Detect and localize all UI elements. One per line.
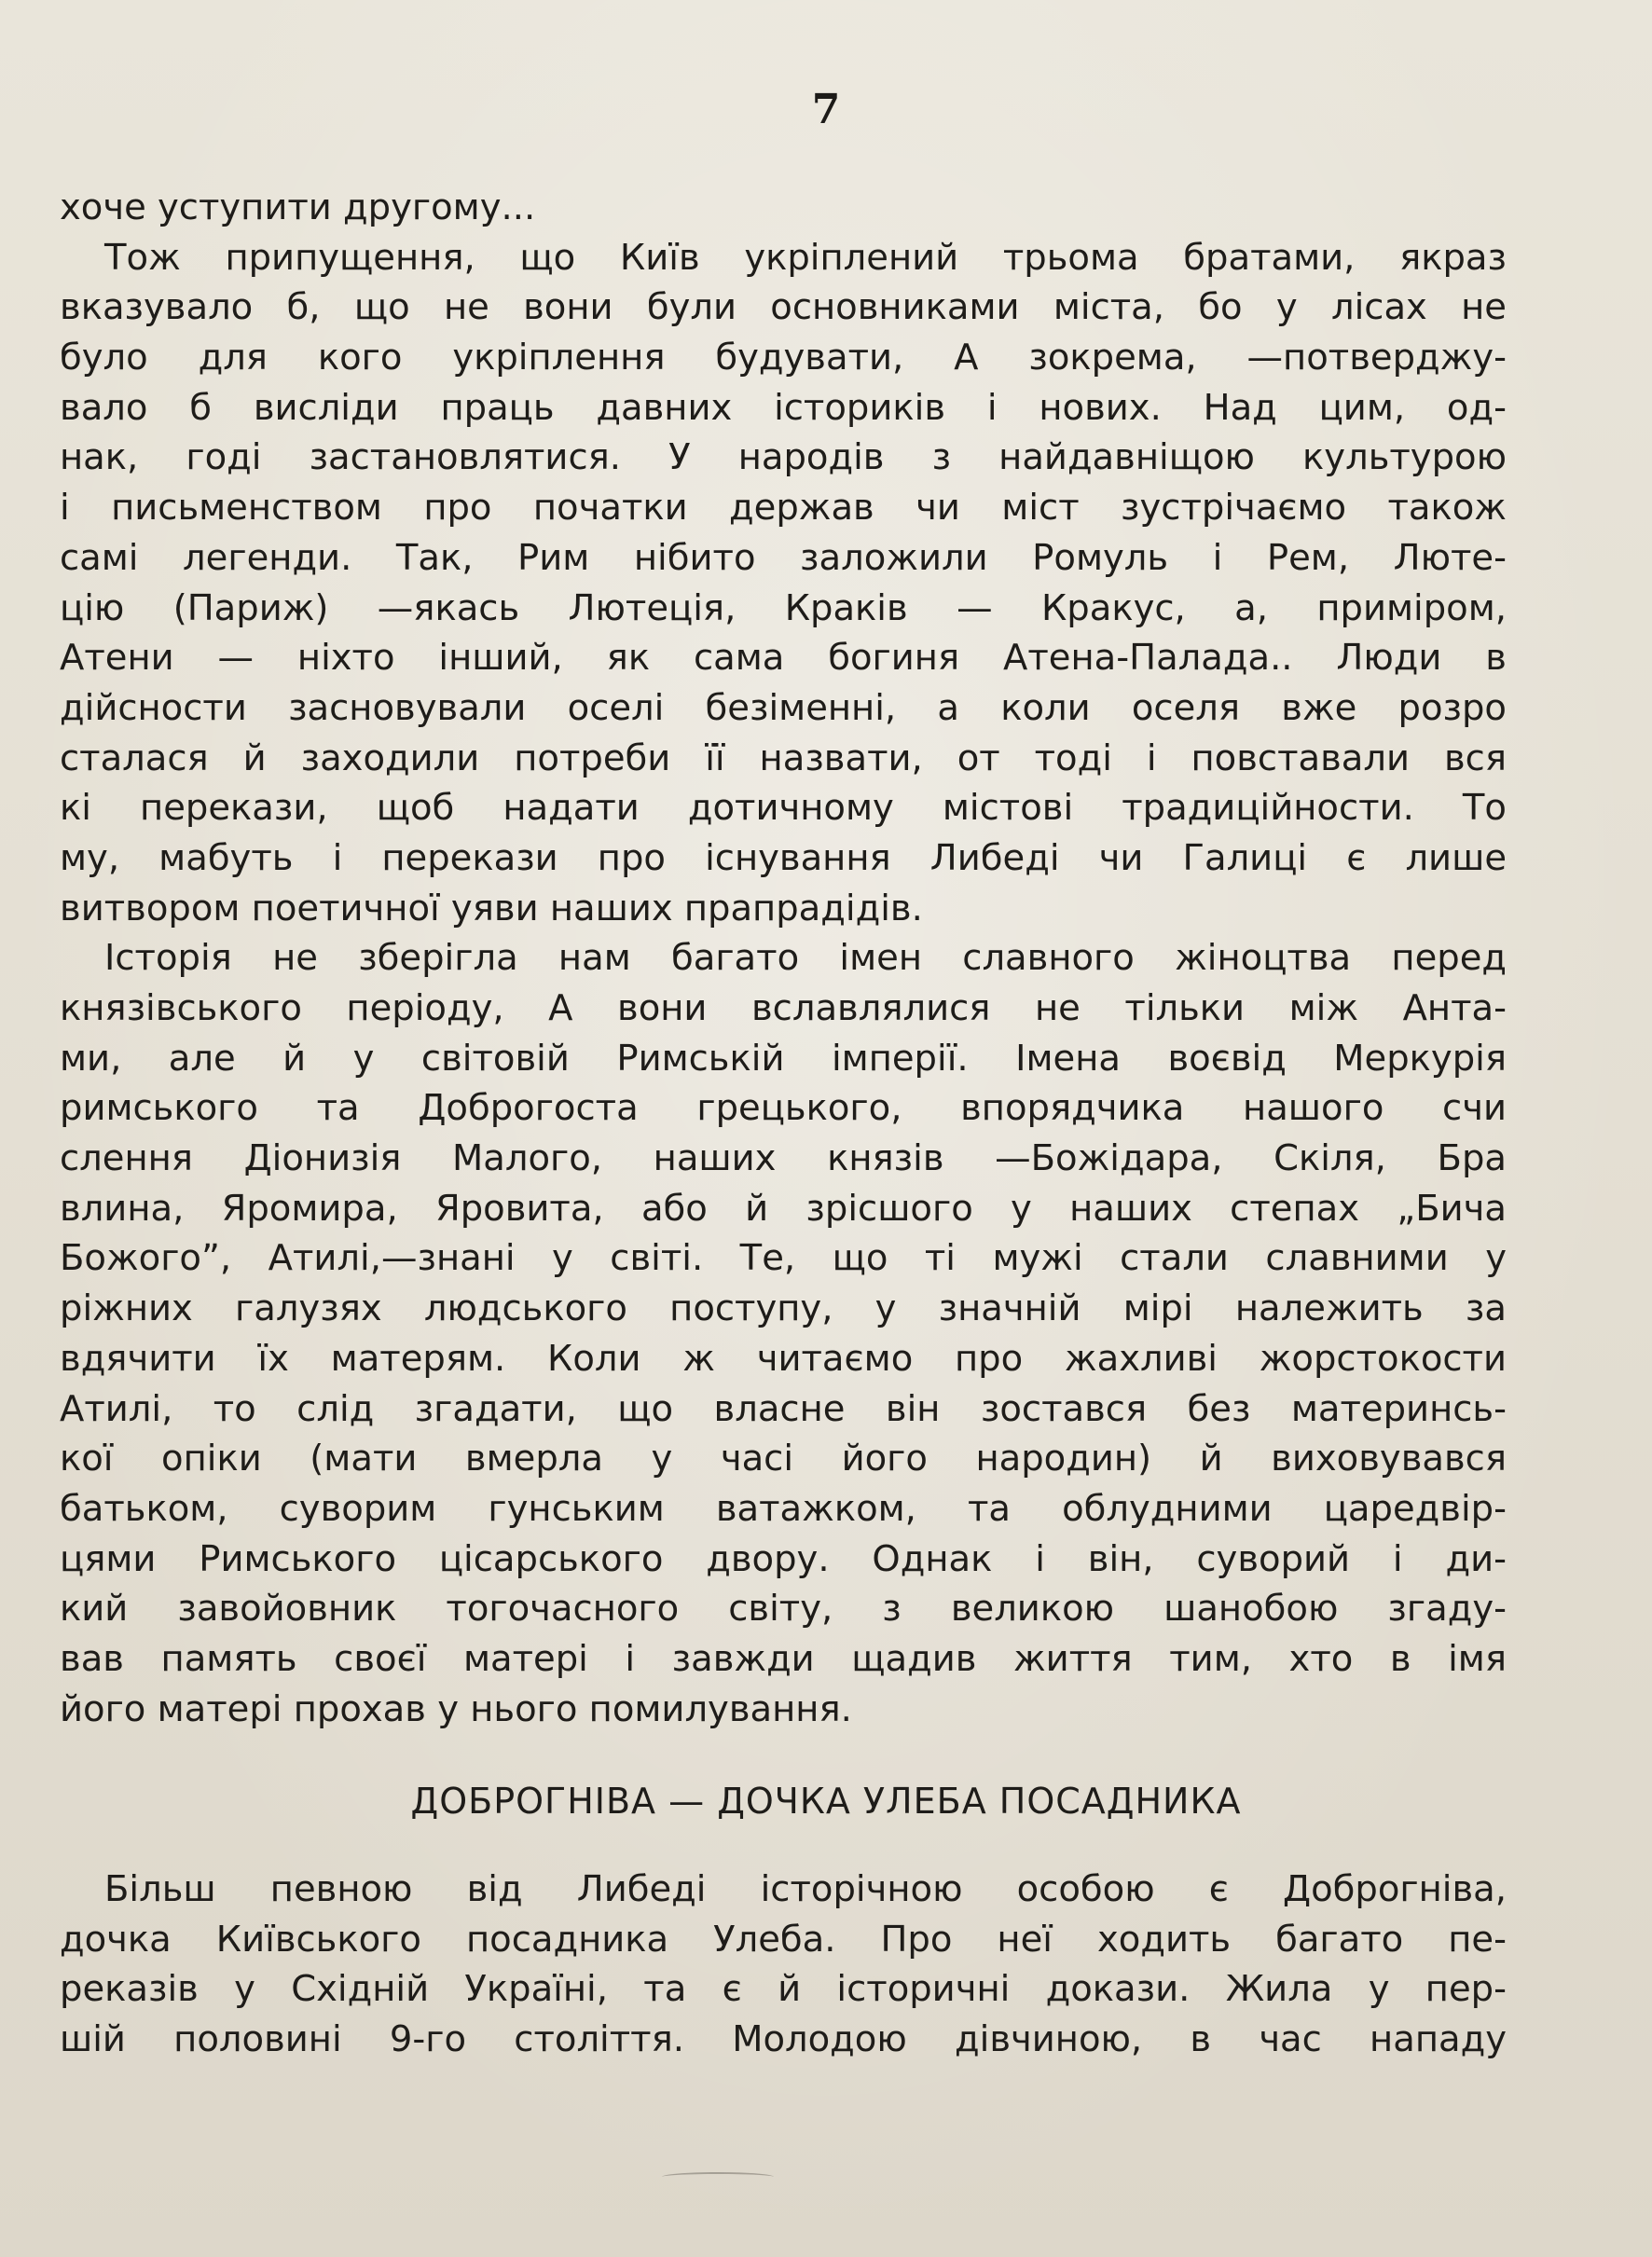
text-line: дійсности засновували оселі безіменні, а коли оселя вже розро xyxy=(60,686,1507,729)
text-line: було для кого укріплення будувати, А зокрема, —потверджу- xyxy=(60,337,1507,379)
text-line: цію (Париж) —якась Лютеція, Краків — Кракус, а, приміром, xyxy=(60,586,1507,629)
print-smudge-mark xyxy=(662,2172,774,2181)
page-number: 7 xyxy=(811,86,841,133)
text-line: його матері прохав у нього помилування. xyxy=(60,1687,852,1730)
text-line: кий завойовник тогочасного світу, з великою шанобою згаду- xyxy=(60,1588,1507,1631)
text-line: і письменством про початки держав чи міст зустрічаємо також xyxy=(60,487,1507,530)
text-line: кої опіки (мати вмерла у часі його народин) й виховувався xyxy=(60,1438,1507,1480)
text-line: хоче уступити другому... xyxy=(60,186,536,228)
text-line: Атени — ніхто інший, як сама богиня Атена-Палада.. Люди в xyxy=(60,637,1507,680)
text-line: князівського періоду, А вони вславлялися не тільки між Анта- xyxy=(60,987,1507,1029)
text-line: му, мабуть і перекази про існування Либеді чи Галиці є лише xyxy=(60,836,1507,879)
section-heading: ДОБРОГНІВА — ДОЧКА УЛЕБА ПОСАДНИКА xyxy=(410,1781,1242,1822)
text-line: римського та Доброгоста грецького, впорядчика нашого счи xyxy=(60,1087,1507,1130)
text-line: самі легенди. Так, Рим нібито заложили Ромуль і Рем, Люте- xyxy=(60,536,1507,579)
text-line: Божого”, Атилі,—знані у світі. Те, що ті мужі стали славними у xyxy=(60,1237,1507,1280)
text-line: вав память своєї матері і завжди щадив життя тим, хто в імя xyxy=(60,1637,1507,1680)
text-line: нак, годі застановлятися. У народів з найдавніщою культурою xyxy=(60,436,1507,479)
text-line: Більш певною від Либеді історічною особою є Доброгніва, xyxy=(104,1868,1507,1910)
text-line: кі перекази, щоб надати дотичному містові традиційности. То xyxy=(60,787,1507,830)
text-line: Тож припущення, що Київ укріплений трьома братами, якраз xyxy=(104,236,1507,279)
text-line: ріжних галузях людського поступу, у значній мірі належить за xyxy=(60,1287,1507,1330)
text-line: Атилі, то слід згадати, що власне він зостався без материнсь- xyxy=(60,1387,1507,1430)
text-line: вказувало б, що не вони були основниками міста, бо у лісах не xyxy=(60,286,1507,329)
text-line: ми, але й у світовій Римській імперії. Імена воєвід Меркурія xyxy=(60,1037,1507,1080)
main-text-block xyxy=(60,183,1507,1734)
text-line: батьком, суворим гунським ватажком, та облудними царедвір- xyxy=(60,1487,1507,1530)
text-line: реказів у Східній Україні, та є й історичні докази. Жила у пер- xyxy=(60,1968,1507,2011)
section-text-block xyxy=(60,1865,1507,2065)
text-line: сталася й заходили потреби її назвати, от тоді і повставали вся xyxy=(60,736,1507,779)
text-line: Історія не зберігла нам багато імен славного жіноцтва перед xyxy=(104,937,1507,980)
text-line: вало б висліди праць давних істориків і нових. Над цим, од- xyxy=(60,386,1507,429)
text-line: дочка Київського посадника Улеба. Про неї ходить багато пе- xyxy=(60,1918,1507,1961)
text-line: влина, Яромира, Яровита, або й зрісшого у наших степах „Бича xyxy=(60,1187,1507,1230)
text-line: витвором поетичної уяви наших прапрадідів. xyxy=(60,887,923,929)
text-line: слення Діонизія Малого, наших князів —Божідара, Скіля, Бра xyxy=(60,1137,1507,1180)
text-line: вдячити їх матерям. Коли ж читаємо про жахливі жорстокости xyxy=(60,1337,1507,1380)
text-line: шій половині 9-го століття. Молодою дівчиною, в час нападу xyxy=(60,2018,1507,2061)
text-line: цями Римського цісарського двору. Однак і він, суворий і ди- xyxy=(60,1537,1507,1580)
